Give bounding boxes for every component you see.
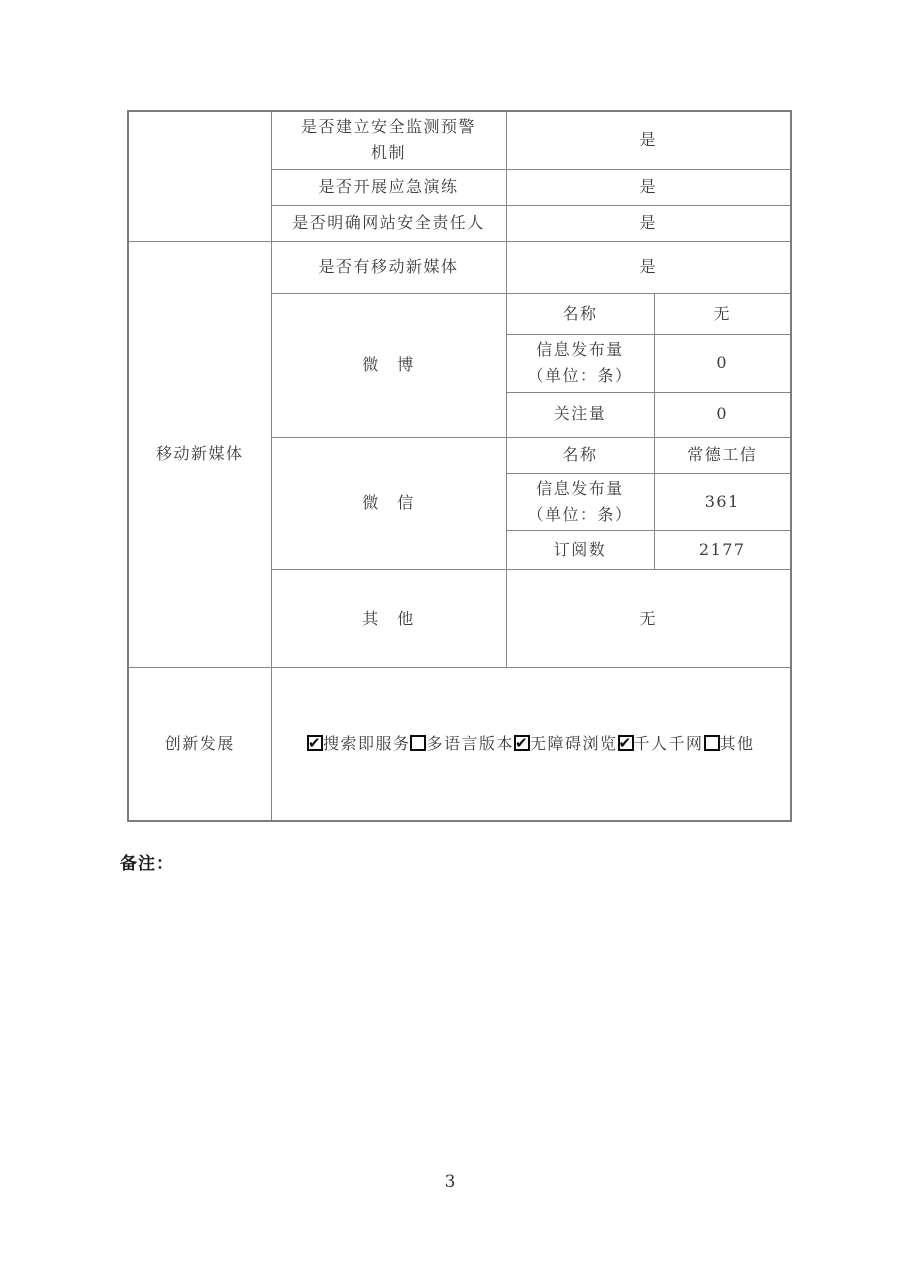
security-answer-cell: 是 [506,169,791,205]
weibo-label-cell: 微 博 [271,293,506,437]
metric-value-cell: 0 [654,392,791,437]
weixin-label-cell: 微 信 [271,437,506,570]
security-section-blank-cell [128,111,271,241]
security-answer-cell: 是 [506,205,791,241]
metric-key-cell: 名称 [506,437,654,473]
metric-key-cell: 关注量 [506,392,654,437]
metric-key-line1: 信息发布量 [536,478,624,498]
checkbox-icon [514,735,530,751]
innovation-option [618,734,704,753]
metric-key-cell: 订阅数 [506,531,654,570]
checkbox-icon [410,735,426,751]
page-number: 3 [444,1172,456,1192]
metric-value-cell: 2177 [654,531,791,570]
security-question-cell [271,111,506,169]
metric-key-cell [506,473,654,531]
metric-key-line2: （单位：条） [527,366,633,386]
metric-value-cell: 无 [654,293,791,334]
annual-report-table [127,110,792,822]
has-mobile-answer-cell: 是 [506,241,791,293]
innovation-option [410,734,514,753]
option-label: 搜索即服务 [322,733,411,753]
security-question-cell: 是否明确网站安全责任人 [271,205,506,241]
table-row [128,668,791,821]
metric-value-cell: 0 [654,334,791,392]
security-question-line2: 机制 [370,143,406,163]
option-label: 千人千网 [633,733,704,753]
has-mobile-question-cell: 是否有移动新媒体 [271,241,506,293]
innovation-option [704,734,755,753]
table-row [128,241,791,293]
metric-value-cell: 361 [654,473,791,531]
metric-value-cell: 常德工信 [654,437,791,473]
innovation-option [514,734,618,753]
notes-label: 备注： [120,854,174,874]
innovation-options [271,668,791,821]
innovation-section-cell: 创新发展 [128,668,271,821]
metric-key-line1: 信息发布量 [536,339,624,359]
mobile-media-section-cell: 移动新媒体 [128,241,271,668]
option-label: 无障碍浏览 [530,733,618,753]
checkbox-icon [307,735,323,751]
option-label: 多语言版本 [426,733,514,753]
table-row [128,111,791,169]
other-media-label-cell: 其 他 [271,570,506,668]
metric-key-cell [506,334,654,392]
checkbox-icon [618,735,634,751]
security-answer-cell: 是 [506,111,791,169]
other-media-value-cell: 无 [506,570,791,668]
checkbox-icon [704,735,720,751]
innovation-option [307,734,411,753]
security-question-cell: 是否开展应急演练 [271,169,506,205]
option-label: 其他 [719,733,755,753]
security-question-line1: 是否建立安全监测预警 [300,117,476,136]
metric-key-cell: 名称 [506,293,654,334]
metric-key-line2: （单位：条） [527,504,633,524]
